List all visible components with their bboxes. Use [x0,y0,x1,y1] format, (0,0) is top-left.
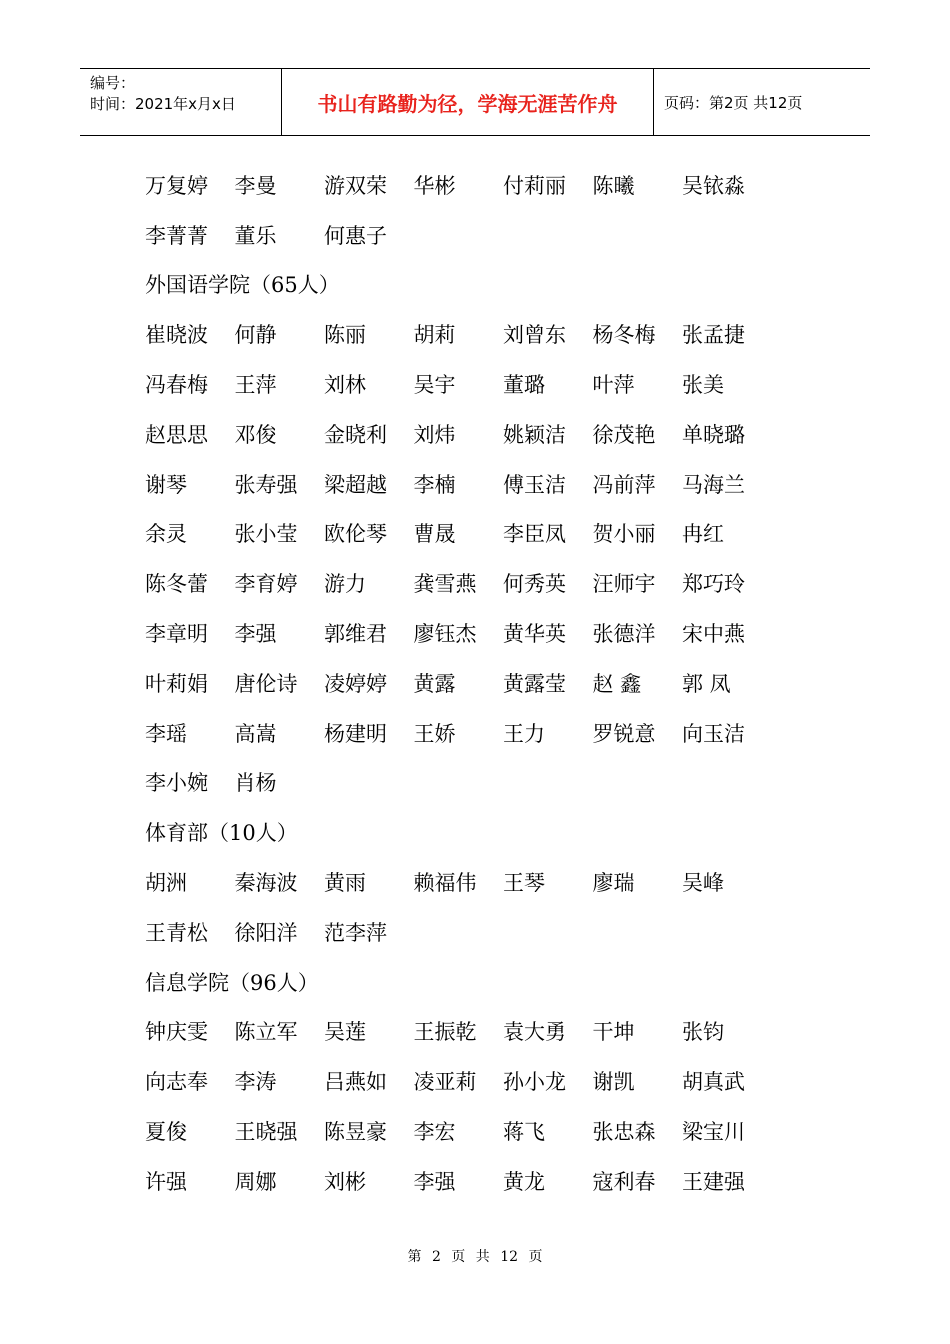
person-name: 肖杨 [234,771,277,796]
name-row [145,708,772,758]
person-name: 梁宝川 [682,1120,745,1145]
person-name: 黄华英 [503,622,566,647]
person-name: 游力 [324,572,366,597]
person-name: 李臣凤 [503,522,566,547]
person-name: 刘彬 [324,1169,366,1194]
person-name: 罗锐意 [592,721,656,746]
person-name: 马海兰 [682,472,745,497]
person-name: 梁超越 [324,472,387,497]
person-name: 谢凯 [592,1070,635,1095]
person-name: 宋中燕 [682,622,745,647]
person-name: 张孟捷 [682,323,745,348]
person-name: 李曼 [234,173,277,198]
footer-page-number: 第 2 页 共 12 页 [407,1249,543,1265]
person-name: 李瑶 [145,721,187,746]
person-name: 崔晓波 [145,323,208,348]
person-name: 陈冬蕾 [145,572,208,597]
person-name: 夏俊 [145,1120,187,1145]
person-name: 赵思思 [145,422,208,447]
person-name: 杨建明 [324,721,387,746]
person-name: 张美 [682,373,724,398]
person-name: 金晓利 [324,422,387,447]
person-name: 向志奉 [145,1070,208,1095]
person-name: 赵 鑫 [592,671,642,696]
header-page-info [654,69,870,135]
person-name: 周娜 [234,1169,277,1194]
name-row [145,1056,772,1106]
person-name: 张寿强 [234,472,298,497]
person-name: 汪师宇 [592,572,656,597]
name-row [145,409,772,459]
person-name: 陈曦 [592,173,635,198]
person-name: 黄雨 [324,871,366,896]
person-name: 郑巧玲 [682,572,745,597]
person-name: 李章明 [145,622,208,647]
person-name: 凌婷婷 [324,671,387,696]
person-name: 范李萍 [324,920,387,945]
person-name: 李楠 [413,472,456,497]
name-row [145,359,772,409]
person-name: 徐阳洋 [234,920,298,945]
name-list [145,160,772,1206]
person-name: 刘炜 [413,422,456,447]
person-name: 钟庆雯 [145,1020,208,1045]
header-page-number: 页码：第2页 共12页 [664,93,803,112]
person-name: 王萍 [234,373,277,398]
person-name: 贺小丽 [592,522,656,547]
name-row [145,658,772,708]
header-meta [80,69,282,135]
name-row [145,608,772,658]
person-name: 杨冬梅 [592,323,656,348]
person-name: 王晓强 [234,1120,298,1145]
person-name: 蒋飞 [503,1120,545,1145]
person-name: 华彬 [413,173,456,198]
person-name: 单晓璐 [682,422,745,447]
person-name: 李涛 [234,1070,277,1095]
person-name: 李强 [413,1169,456,1194]
person-name: 胡莉 [413,323,456,348]
person-name: 何惠子 [324,223,387,248]
person-name: 游双荣 [324,173,387,198]
name-row [145,558,772,608]
section-title: 体育部（10人） [145,821,298,846]
person-name: 李小婉 [145,771,208,796]
person-name: 张德洋 [592,622,656,647]
person-name: 秦海波 [234,871,298,896]
person-name: 曹晟 [413,522,456,547]
person-name: 黄露莹 [503,671,566,696]
person-name: 龚雪燕 [413,572,477,597]
person-name: 欧伦琴 [324,522,387,547]
name-row [145,160,772,210]
person-name: 万复婷 [145,173,208,198]
person-name: 姚颖洁 [503,422,566,447]
name-row [145,309,772,359]
person-name: 吴宇 [413,373,456,398]
person-name: 黄露 [413,671,456,696]
person-name: 王力 [503,721,545,746]
person-name: 何静 [234,323,277,348]
name-row [145,1007,772,1057]
person-name: 傅玉洁 [503,472,566,497]
person-name: 吴莲 [324,1020,366,1045]
person-name: 高嵩 [234,721,277,746]
person-name: 寇利春 [592,1169,656,1194]
person-name: 吕燕如 [324,1070,387,1095]
person-name: 郭维君 [324,622,387,647]
page-footer [0,1246,950,1266]
name-row [145,210,772,260]
name-row [145,758,772,808]
person-name: 陈立军 [234,1020,298,1045]
name-row [145,459,772,509]
person-name: 干坤 [592,1020,635,1045]
person-name: 王青松 [145,920,208,945]
section-heading [145,957,772,1007]
section-heading [145,260,772,310]
person-name: 张忠森 [592,1120,656,1145]
motto-text: 书山有路勤为径，学海无涯苦作舟 [317,91,618,116]
person-name: 袁大勇 [503,1020,566,1045]
person-name: 董璐 [503,373,545,398]
person-name: 董乐 [234,223,277,248]
name-row [145,907,772,957]
person-name: 吴铱淼 [682,173,745,198]
name-row [145,1156,772,1206]
person-name: 胡洲 [145,871,187,896]
person-name: 冯春梅 [145,373,208,398]
name-row [145,1106,772,1156]
person-name: 王振乾 [413,1020,477,1045]
name-row [145,857,772,907]
person-name: 郭 凤 [682,671,731,696]
document-time: 时间：2021年x月x日 [90,95,236,113]
person-name: 廖钰杰 [413,622,477,647]
person-name: 张小莹 [234,522,298,547]
person-name: 赖福伟 [413,871,477,896]
person-name: 吴峰 [682,871,724,896]
person-name: 李菁菁 [145,223,208,248]
page-header [80,68,870,136]
person-name: 陈丽 [324,323,366,348]
person-name: 许强 [145,1169,187,1194]
person-name: 刘曾东 [503,323,566,348]
person-name: 胡真武 [682,1070,745,1095]
person-name: 孙小龙 [503,1070,566,1095]
name-row [145,509,772,559]
person-name: 黄龙 [503,1169,545,1194]
person-name: 叶萍 [592,373,635,398]
person-name: 叶莉娟 [145,671,208,696]
person-name: 王娇 [413,721,456,746]
section-title: 外国语学院（65人） [145,273,340,298]
section-heading [145,807,772,857]
person-name: 刘林 [324,373,366,398]
person-name: 王琴 [503,871,545,896]
person-name: 李宏 [413,1120,456,1145]
section-title: 信息学院（96人） [145,970,319,995]
person-name: 付莉丽 [503,173,566,198]
person-name: 廖瑞 [592,871,635,896]
person-name: 王建强 [682,1169,745,1194]
person-name: 张钧 [682,1020,724,1045]
person-name: 余灵 [145,522,187,547]
person-name: 谢琴 [145,472,187,497]
person-name: 李强 [234,622,277,647]
person-name: 冯前萍 [592,472,656,497]
person-name: 徐茂艳 [592,422,656,447]
person-name: 唐伦诗 [234,671,298,696]
person-name: 李育婷 [234,572,298,597]
person-name: 凌亚莉 [413,1070,477,1095]
document-number: 编号： [90,74,136,92]
header-motto [282,69,654,135]
person-name: 陈昱豪 [324,1120,387,1145]
person-name: 冉红 [682,522,724,547]
person-name: 向玉洁 [682,721,745,746]
person-name: 何秀英 [503,572,566,597]
person-name: 邓俊 [234,422,277,447]
